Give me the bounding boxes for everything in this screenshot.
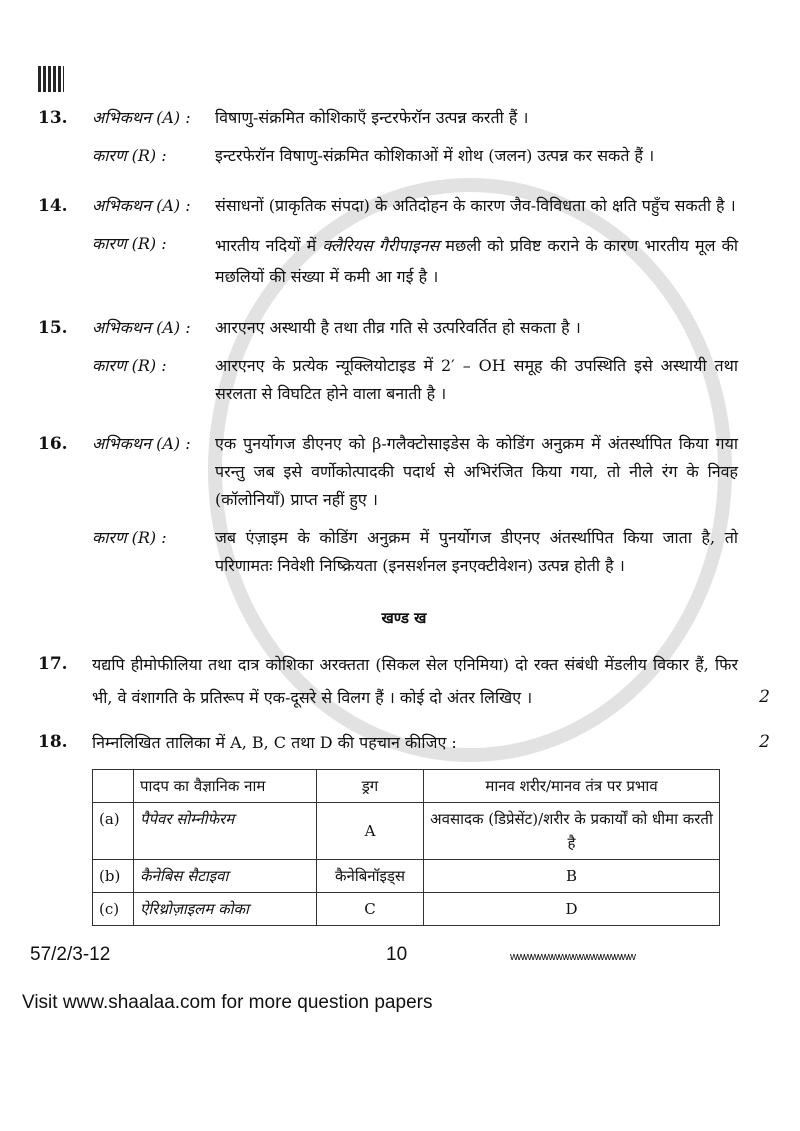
assertion-text: आरएनए अस्थायी है तथा तीव्र गति से उत्परिवर्तित हो सकता है । bbox=[215, 318, 581, 337]
row-label: (a) bbox=[93, 803, 134, 860]
table-header-row bbox=[93, 770, 720, 803]
species-name: क्लैरियस गैरीपाइनस bbox=[322, 236, 440, 255]
reason-label: कारण (R) : bbox=[92, 528, 167, 547]
reason-text-part: मछली को प्रविष्ट कराने के कारण भारतीय मूल की मछलियों की संख्या में कमी आ गई है । bbox=[215, 236, 739, 286]
question-13 bbox=[38, 104, 770, 180]
header-cell: ड्रग bbox=[317, 770, 424, 803]
marks: 2 bbox=[759, 687, 770, 707]
drug: A bbox=[317, 803, 424, 860]
question-text: यद्यपि हीमोफीलिया तथा दात्र कोशिका अरक्तता (सिकल सेल एनिमिया) दो रक्त संबंधी मेंडलीय विकार हैं, फिर भी, वे वंशागति के प्रतिरूप में एक-दूसरे से विलग हैं । कोई दो अंतर लिखिए । bbox=[92, 655, 738, 707]
question-text: निम्नलिखित तालिका में A, B, C तथा D की पहचान कीजिए : bbox=[92, 733, 457, 752]
visit-link[interactable]: Visit www.shaalaa.com for more question papers bbox=[22, 992, 433, 1013]
table-row bbox=[93, 860, 720, 893]
plant-name: पैपेवर सोम्नीफेरम bbox=[134, 803, 317, 860]
section-title: खण्ड ख bbox=[381, 609, 427, 627]
assertion-text: एक पुनर्योगज डीएनए को β-गलैक्टोसाइडेस के कोडिंग अनुक्रम में अंतर्स्थापित किया गया परन्तु जब इसे वर्णोकोत्पादकी पदार्थ से अभिरंजित किया गया, तो नीले रंग के निवह (कॉलोनियाँ) प्राप्त नहीं हुए । bbox=[215, 434, 738, 509]
reason-text bbox=[215, 230, 738, 292]
reason-text: आरएनए के प्रत्येक न्यूक्लियोटाइड में 2′ – OH समूह की उपस्थिति इसे अस्थायी तथा सरलता से विघटित होने वाला बनाती है । bbox=[215, 356, 738, 403]
marks: 2 bbox=[759, 732, 770, 752]
question-15 bbox=[38, 314, 770, 418]
assertion-label: अभिकथन (A) : bbox=[92, 108, 191, 127]
question-number: 18. bbox=[38, 732, 68, 752]
reason-text: इन्टरफेरॉन विषाणु-संक्रमित कोशिकाओं में शोथ (जलन) उत्पन्न कर सकते हैं । bbox=[215, 146, 655, 165]
assertion-label: अभिकथन (A) : bbox=[92, 434, 191, 453]
reason-label: कारण (R) : bbox=[92, 146, 167, 165]
question-18 bbox=[38, 726, 770, 926]
effect: B bbox=[424, 860, 720, 893]
assertion-label: अभिकथन (A) : bbox=[92, 196, 191, 215]
table-row bbox=[93, 893, 720, 926]
reason-label: कारण (R) : bbox=[92, 356, 167, 375]
question-17 bbox=[38, 648, 770, 714]
question-number: 16. bbox=[38, 434, 68, 454]
qr-code-icon bbox=[38, 66, 64, 92]
table-row bbox=[93, 803, 720, 860]
question-number: 15. bbox=[38, 318, 68, 338]
question-number: 13. bbox=[38, 108, 68, 128]
drug: कैनेबिनॉइड्स bbox=[317, 860, 424, 893]
reason-text: जब एंज़ाइम के कोडिंग अनुक्रम में पुनर्योगज डीएनए अंतर्स्थापित किया जाता है, तो परिणामतः निवेशी निष्क्रियता (इनसर्शनल इनएक्टीवेशन) उत्पन्न होती है । bbox=[215, 528, 738, 575]
identification-table bbox=[92, 769, 720, 926]
reason-text-part: भारतीय नदियों में bbox=[215, 236, 317, 255]
question-number: 17. bbox=[38, 654, 68, 674]
table-container bbox=[92, 769, 738, 926]
question-number: 14. bbox=[38, 196, 68, 216]
paper-code: 57/2/3-12 bbox=[30, 944, 111, 965]
reason-label: कारण (R) : bbox=[92, 234, 167, 253]
assertion-label: अभिकथन (A) : bbox=[92, 318, 191, 337]
header-cell: पादप का वैज्ञानिक नाम bbox=[134, 770, 317, 803]
row-label: (c) bbox=[93, 893, 134, 926]
header-cell: मानव शरीर/मानव तंत्र पर प्रभाव bbox=[424, 770, 720, 803]
footer-squiggle: wwwwwwwwwwwwwwwwww bbox=[510, 951, 635, 963]
drug: C bbox=[317, 893, 424, 926]
effect: अवसादक (डिप्रेसेंट)/शरीर के प्रकार्यों को धीमा करती है bbox=[424, 803, 720, 860]
question-14 bbox=[38, 192, 770, 302]
footer bbox=[30, 944, 770, 966]
assertion-text: संसाधनों (प्राकृतिक संपदा) के अतिदोहन के कारण जैव-विविधता को क्षति पहुँच सकती है । bbox=[215, 196, 736, 215]
assertion-text: विषाणु-संक्रमित कोशिकाएँ इन्टरफेरॉन उत्पन्न करती हैं । bbox=[215, 108, 529, 127]
header-cell bbox=[93, 770, 134, 803]
question-16 bbox=[38, 430, 770, 590]
row-label: (b) bbox=[93, 860, 134, 893]
page-number: 10 bbox=[386, 944, 408, 965]
plant-name: ऐरिथ्रोज़ाइलम कोका bbox=[134, 893, 317, 926]
plant-name: कैनेबिस सैटाइवा bbox=[134, 860, 317, 893]
effect: D bbox=[424, 893, 720, 926]
